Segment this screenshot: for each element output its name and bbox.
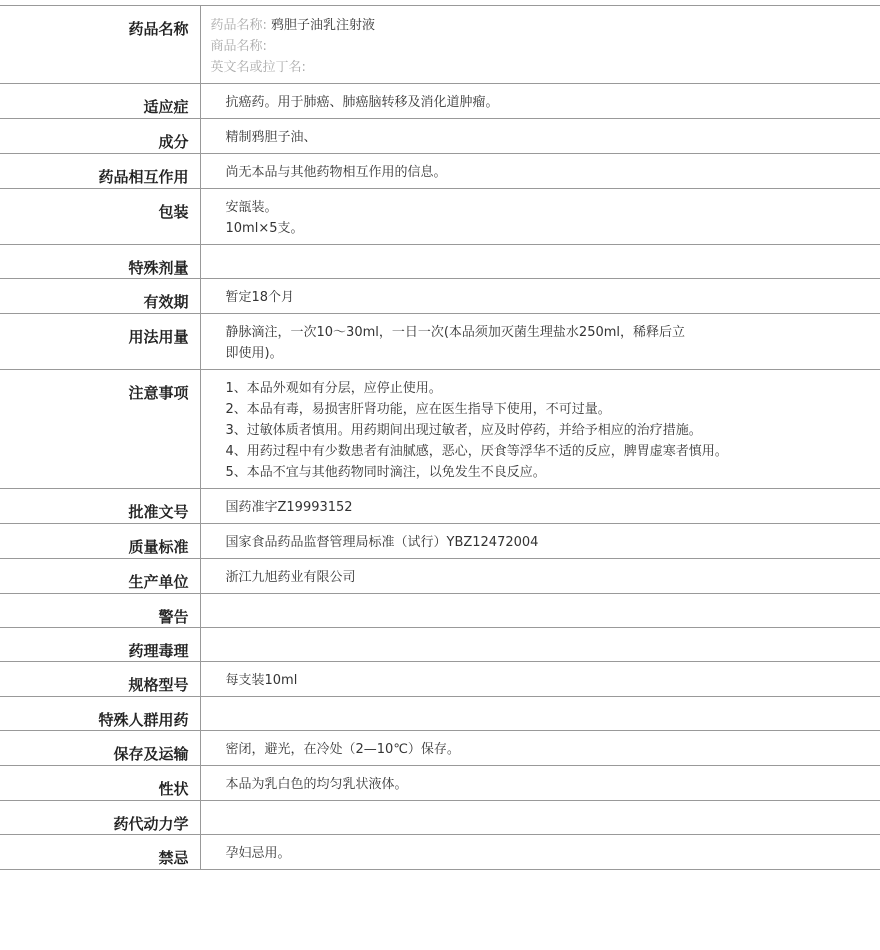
value-line: 抗癌药。用于肺癌、肺癌脑转移及消化道肿瘤。 bbox=[225, 95, 499, 110]
row-label: 包装 bbox=[0, 189, 200, 245]
row-value bbox=[200, 189, 880, 245]
info-row bbox=[0, 766, 880, 801]
row-value bbox=[200, 766, 880, 801]
row-label: 药品名称 bbox=[0, 6, 200, 84]
info-row bbox=[0, 801, 880, 835]
row-label: 特殊剂量 bbox=[0, 245, 200, 279]
info-row bbox=[0, 628, 880, 662]
row-label: 生产单位 bbox=[0, 559, 200, 594]
row-value bbox=[200, 628, 880, 662]
info-row bbox=[0, 84, 880, 119]
row-value bbox=[200, 245, 880, 279]
row-value bbox=[200, 154, 880, 189]
info-row bbox=[0, 559, 880, 594]
row-value bbox=[200, 370, 880, 489]
row-label: 禁忌 bbox=[0, 835, 200, 870]
row-label: 性状 bbox=[0, 766, 200, 801]
info-row bbox=[0, 154, 880, 189]
value-line: 孕妇忌用。 bbox=[225, 846, 291, 861]
value-line: 暂定18个月 bbox=[225, 290, 295, 305]
value-line: 安瓿装。 bbox=[225, 200, 278, 215]
info-row bbox=[0, 245, 880, 279]
row-value bbox=[200, 731, 880, 766]
value-line: 即使用)。 bbox=[225, 346, 283, 361]
value-line: 4、用药过程中有少数患者有油腻感，恶心，厌食等浮华不适的反应，脾胃虚寒者慎用。 bbox=[225, 444, 728, 459]
info-row bbox=[0, 835, 880, 870]
name-field-key: 商品名称: bbox=[210, 39, 267, 54]
name-field bbox=[211, 57, 871, 78]
info-row bbox=[0, 524, 880, 559]
name-field-key: 药品名称: bbox=[210, 18, 267, 33]
info-row bbox=[0, 370, 880, 489]
value-line: 浙江九旭药业有限公司 bbox=[225, 570, 356, 585]
value-line: 尚无本品与其他药物相互作用的信息。 bbox=[225, 165, 447, 180]
row-label: 成分 bbox=[0, 119, 200, 154]
drug-info-body bbox=[0, 6, 880, 870]
row-value bbox=[200, 524, 880, 559]
row-value bbox=[200, 119, 880, 154]
row-label: 注意事项 bbox=[0, 370, 200, 489]
value-line: 3、过敏体质者慎用。用药期间出现过敏者，应及时停药，并给予相应的治疗措施。 bbox=[225, 423, 702, 438]
value-line: 2、本品有毒，易损害肝肾功能，应在医生指导下使用，不可过量。 bbox=[225, 402, 611, 417]
row-value bbox=[200, 279, 880, 314]
value-line: 10ml×5支。 bbox=[225, 221, 304, 236]
value-line: 国药准字Z19993152 bbox=[225, 500, 353, 515]
value-line: 1、本品外观如有分层，应停止使用。 bbox=[225, 381, 442, 396]
row-value bbox=[200, 697, 880, 731]
row-label: 批准文号 bbox=[0, 489, 200, 524]
value-line: 本品为乳白色的均匀乳状液体。 bbox=[225, 777, 408, 792]
info-row bbox=[0, 279, 880, 314]
row-label: 规格型号 bbox=[0, 662, 200, 697]
row-value bbox=[200, 6, 880, 84]
value-line: 密闭，避光，在冷处（2—10℃）保存。 bbox=[225, 742, 460, 757]
row-value bbox=[200, 801, 880, 835]
row-label: 药理毒理 bbox=[0, 628, 200, 662]
row-value bbox=[200, 559, 880, 594]
drug-info-table bbox=[0, 5, 880, 870]
row-label: 质量标准 bbox=[0, 524, 200, 559]
name-field bbox=[211, 36, 871, 57]
value-line: 国家食品药品监督管理局标准（试行）YBZ12472004 bbox=[225, 535, 539, 550]
row-value bbox=[200, 835, 880, 870]
row-value bbox=[200, 662, 880, 697]
value-line: 每支装10ml bbox=[225, 673, 298, 688]
row-value bbox=[200, 314, 880, 370]
name-field-key: 英文名或拉丁名: bbox=[210, 60, 306, 75]
row-label: 药代动力学 bbox=[0, 801, 200, 835]
row-label: 药品相互作用 bbox=[0, 154, 200, 189]
row-label: 有效期 bbox=[0, 279, 200, 314]
info-row bbox=[0, 731, 880, 766]
info-row bbox=[0, 594, 880, 628]
info-row bbox=[0, 6, 880, 84]
row-value bbox=[200, 489, 880, 524]
info-row bbox=[0, 119, 880, 154]
name-field bbox=[211, 15, 871, 36]
info-row bbox=[0, 189, 880, 245]
row-value bbox=[200, 84, 880, 119]
info-row bbox=[0, 662, 880, 697]
row-value bbox=[200, 594, 880, 628]
info-row bbox=[0, 314, 880, 370]
info-row bbox=[0, 697, 880, 731]
row-label: 保存及运输 bbox=[0, 731, 200, 766]
row-label: 警告 bbox=[0, 594, 200, 628]
row-label: 适应症 bbox=[0, 84, 200, 119]
value-line: 5、本品不宜与其他药物同时滴注，以免发生不良反应。 bbox=[225, 465, 546, 480]
info-row bbox=[0, 489, 880, 524]
name-field-value: 鸦胆子油乳注射液 bbox=[271, 18, 376, 33]
row-label: 特殊人群用药 bbox=[0, 697, 200, 731]
value-line: 静脉滴注，一次10～30ml，一日一次(本品须加灭菌生理盐水250ml，稀释后立 bbox=[225, 325, 686, 340]
value-line: 精制鸦胆子油、 bbox=[225, 130, 317, 145]
row-label: 用法用量 bbox=[0, 314, 200, 370]
